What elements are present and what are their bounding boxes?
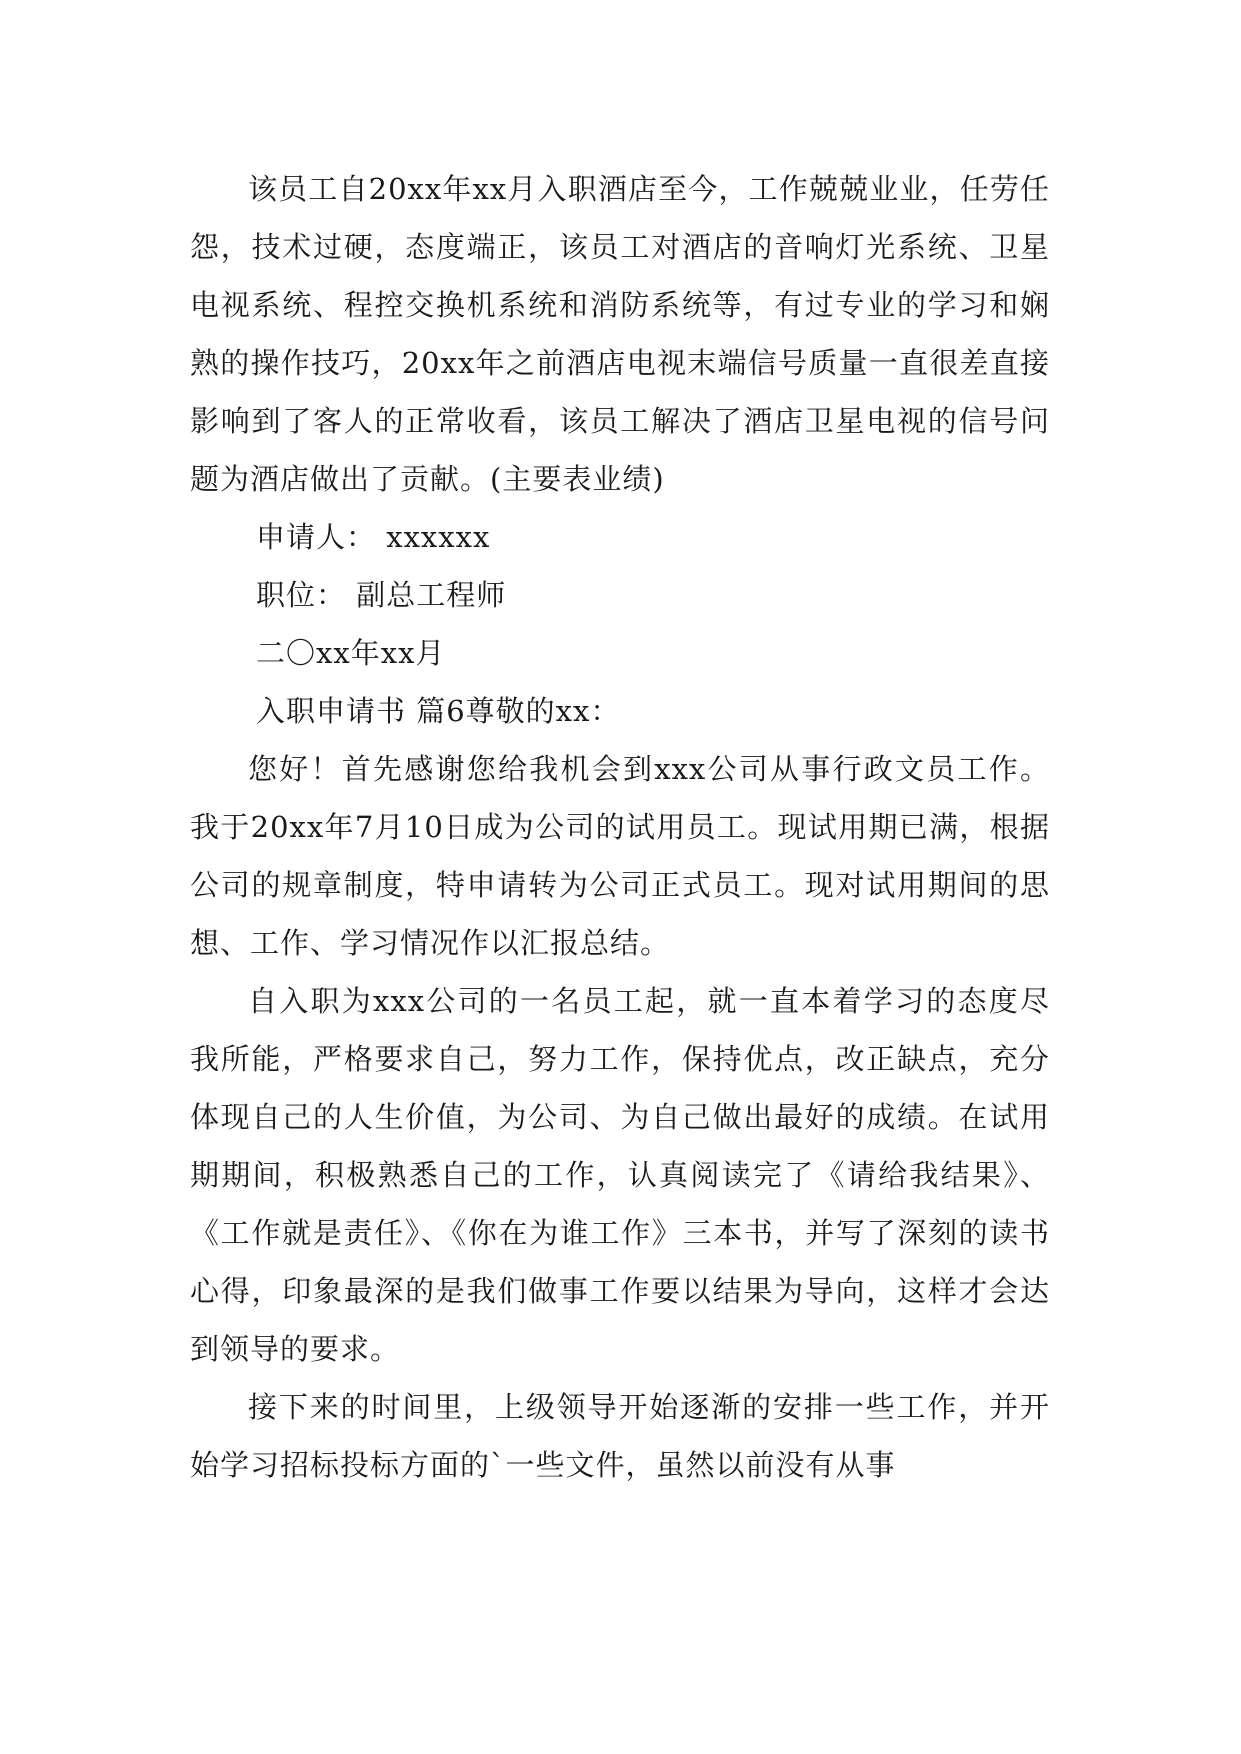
heading-line: 入职申请书 篇6尊敬的xx： [256,694,621,728]
paragraph-employee-performance: 该员工自20xx年xx月入职酒店至今，工作兢兢业业，任劳任怨，技术过硬，态度端正，该员工对酒店的音响灯光系统、卫星电视系统、程控交换机系统和消防系统等，有过专业的学习和娴熟的操作技巧，20xx年之前酒店电视末端信号质量一直很差直接影响到了客人的正常收看，该员工解决了酒店卫星电视的信号问题为酒店做出了贡献。(主要表业绩) [190,172,1050,496]
date-line: 二〇xx年xx月 [256,636,446,670]
document-page [190,160,1050,1494]
paragraph-next-work: 接下来的时间里，上级领导开始逐渐的安排一些工作，并开始学习招标投标方面的`一些文件，虽然以前没有从事 [190,1390,1050,1482]
applicant-line: 申请人： xxxxxx [256,520,491,554]
paragraph-self-introduction: 自入职为xxx公司的一名员工起，就一直本着学习的态度尽我所能，严格要求自己，努力工作，保持优点，改正缺点，充分体现自己的人生价值，为公司、为自己做出最好的成绩。在试用期期间，积极熟悉自己的工作，认真阅读完了《请给我结果》、《工作就是责任》、《你在为谁工作》三本书，并写了深刻的读书心得，印象最深的是我们做事工作要以结果为导向，这样才会达到领导的要求。 [190,984,1050,1366]
position-line: 职位： 副总工程师 [256,578,507,612]
paragraph-greeting: 您好！首先感谢您给我机会到xxx公司从事行政文员工作。我于20xx年7月10日成为公司的试用员工。现试用期已满，根据公司的规章制度，特申请转为公司正式员工。现对试用期间的思想、工作、学习情况作以汇报总结。 [190,752,1050,960]
